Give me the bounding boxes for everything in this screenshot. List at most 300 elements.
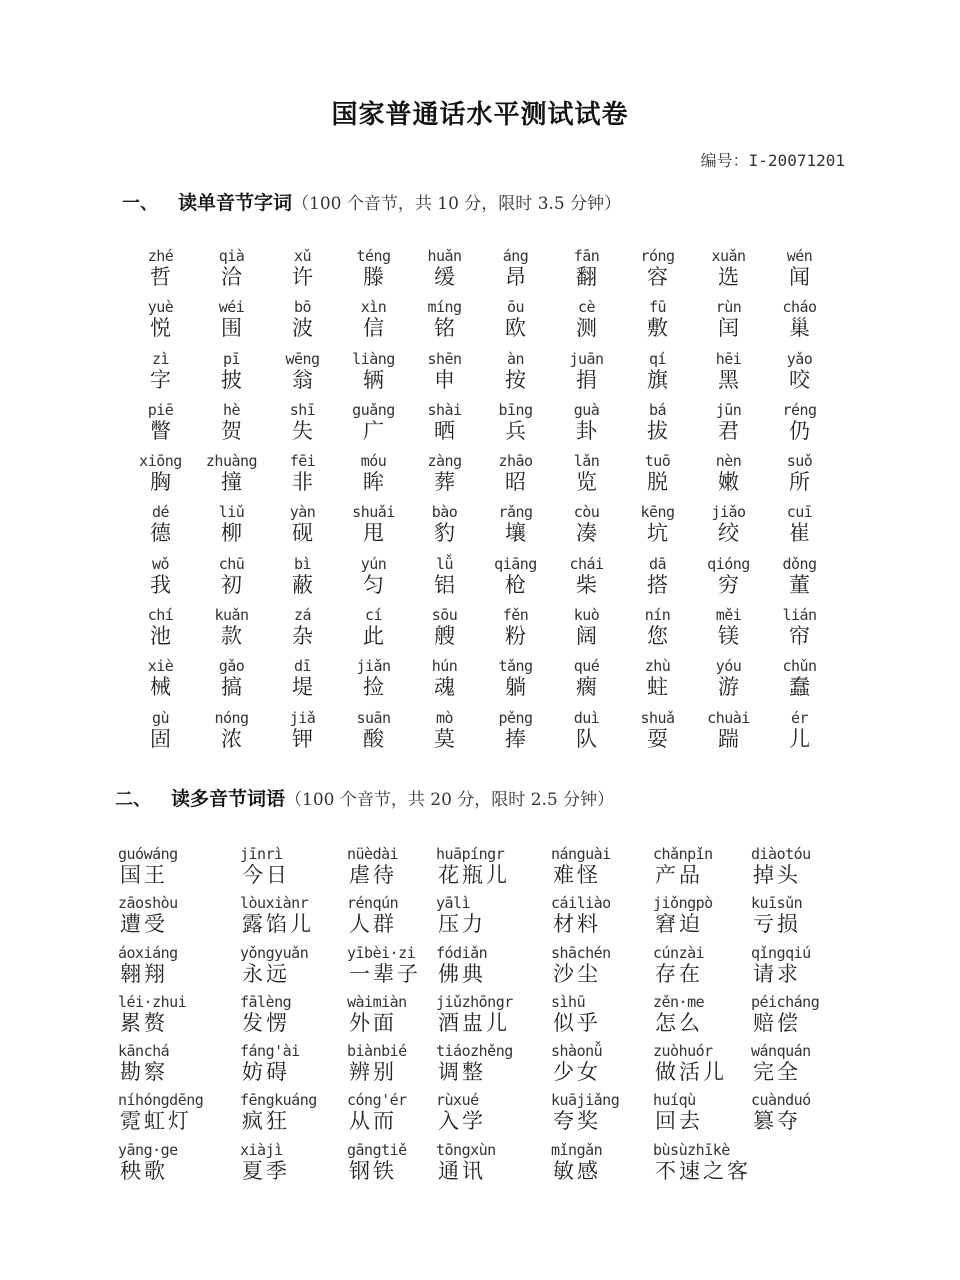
section-2-heading <box>115 784 614 811</box>
hanzi: 黑 <box>718 367 739 392</box>
syllable-item <box>622 299 693 350</box>
hanzi: 躺 <box>505 675 526 700</box>
pinyin: zuòhuór <box>653 1042 713 1061</box>
syllable-item <box>622 453 693 504</box>
pinyin: gāngtiě <box>347 1140 407 1159</box>
syllable-item <box>622 607 693 658</box>
hanzi: 君 <box>718 418 739 443</box>
pinyin: duì <box>573 708 600 727</box>
syllable-item <box>480 658 551 709</box>
syllable-item <box>267 556 338 607</box>
pinyin: yāng·ge <box>118 1140 178 1159</box>
syllable-item <box>196 658 267 709</box>
hanzi: 巢 <box>789 316 810 341</box>
pinyin: jiǔzhōngr <box>436 992 513 1011</box>
pinyin: míng <box>427 298 462 317</box>
hanzi: 花瓶儿 <box>438 863 510 887</box>
word-item <box>653 945 704 987</box>
hanzi: 缓 <box>434 265 455 289</box>
pinyin: bīng <box>498 400 533 419</box>
hanzi: 镁 <box>718 624 739 649</box>
word-item <box>436 994 513 1036</box>
pinyin: nín <box>644 606 671 625</box>
hanzi: 葬 <box>434 470 455 495</box>
pinyin: yǒngyuǎn <box>240 943 309 962</box>
hanzi: 搞 <box>221 675 242 700</box>
syllable-item <box>764 299 835 350</box>
syllable-row <box>125 607 835 658</box>
pinyin: cí <box>364 606 383 625</box>
syllable-item <box>480 607 551 658</box>
word-item <box>240 1043 300 1085</box>
pinyin: dǒng <box>782 554 817 573</box>
syllable-item <box>764 658 835 709</box>
pinyin: còu <box>573 503 600 522</box>
hanzi: 枪 <box>505 572 526 597</box>
hanzi: 夏季 <box>242 1158 290 1183</box>
syllable-item <box>480 402 551 453</box>
word-item <box>347 1092 407 1134</box>
word-item <box>436 945 487 987</box>
pinyin: chǎnpǐn <box>653 845 713 863</box>
pinyin: cuī <box>786 503 813 522</box>
pinyin: nánguài <box>551 845 611 863</box>
pinyin: nèn <box>715 452 742 471</box>
syllable-item <box>338 351 409 402</box>
hanzi: 贺 <box>221 418 242 443</box>
syllable-item <box>551 453 622 504</box>
word-item <box>240 846 290 888</box>
pinyin: yālì <box>436 894 471 913</box>
pinyin: liàng <box>352 349 395 368</box>
syllable-row <box>125 453 835 504</box>
syllable-item <box>622 710 693 761</box>
pinyin: chū <box>218 554 245 573</box>
syllable-item <box>196 453 267 504</box>
syllable-item <box>551 299 622 350</box>
word-row <box>118 1043 858 1092</box>
syllable-item <box>125 607 196 658</box>
pinyin: zhé <box>147 247 174 265</box>
word-item <box>653 994 704 1036</box>
pinyin: diàotóu <box>751 845 811 863</box>
hanzi: 闰 <box>718 316 739 341</box>
pinyin: kuò <box>573 606 600 625</box>
syllable-item <box>125 351 196 402</box>
hanzi: 赔偿 <box>753 1010 801 1035</box>
syllable-item <box>480 453 551 504</box>
hanzi: 魂 <box>434 675 455 700</box>
single-syllable-grid <box>125 248 835 761</box>
hanzi: 初 <box>221 572 242 597</box>
hanzi: 酸 <box>363 726 384 751</box>
hanzi: 蛀 <box>647 675 668 700</box>
hanzi: 累赘 <box>120 1010 168 1035</box>
syllable-item <box>693 658 764 709</box>
syllable-item <box>764 504 835 555</box>
pinyin: móu <box>360 452 387 471</box>
syllable-item <box>409 504 480 555</box>
pinyin: chǔn <box>782 657 817 676</box>
hanzi: 妨碍 <box>242 1060 290 1085</box>
hanzi: 眸 <box>363 470 384 495</box>
pinyin: cúnzài <box>653 943 705 962</box>
pinyin: rùxué <box>436 1091 479 1110</box>
pinyin: sōu <box>431 606 458 625</box>
hanzi: 材料 <box>553 912 601 937</box>
syllable-item <box>196 351 267 402</box>
pinyin: jūn <box>715 400 742 419</box>
pinyin: fódiǎn <box>436 943 488 962</box>
syllable-item <box>267 607 338 658</box>
hanzi: 穷 <box>718 572 739 597</box>
pinyin: wén <box>786 247 813 265</box>
hanzi: 围 <box>221 316 242 341</box>
syllable-item <box>551 607 622 658</box>
syllable-item <box>551 248 622 299</box>
hanzi: 发愣 <box>242 1010 290 1035</box>
pinyin: shuǎ <box>640 708 675 727</box>
hanzi: 坑 <box>647 521 668 546</box>
hanzi: 撞 <box>221 470 242 495</box>
hanzi: 不速之客 <box>655 1158 751 1183</box>
pinyin: huǎn <box>427 247 462 265</box>
pinyin: wéi <box>218 298 245 317</box>
syllable-item <box>764 402 835 453</box>
syllable-item <box>622 351 693 402</box>
word-item <box>436 895 486 937</box>
hanzi: 字 <box>150 367 171 392</box>
word-item <box>118 945 178 987</box>
syllable-item <box>409 556 480 607</box>
syllable-item <box>551 402 622 453</box>
pinyin: níhóngdēng <box>118 1091 204 1110</box>
pinyin: xǔ <box>293 247 312 265</box>
pinyin: bì <box>293 554 312 573</box>
word-item <box>751 994 819 1036</box>
syllable-item <box>196 248 267 299</box>
hanzi: 耍 <box>647 726 668 751</box>
section-1-note: （100 个音节，共 10 分，限时 3.5 分钟） <box>292 194 622 214</box>
pinyin: yuè <box>147 298 174 317</box>
pinyin: wánquán <box>751 1042 811 1061</box>
pinyin: bá <box>648 400 667 419</box>
pinyin: bō <box>293 298 312 317</box>
syllable-item <box>409 710 480 761</box>
hanzi: 捐 <box>576 367 597 392</box>
hanzi: 秧歌 <box>120 1158 168 1183</box>
hanzi: 遭受 <box>120 912 168 937</box>
syllable-item <box>551 351 622 402</box>
section-2-note: （100 个音节，共 20 分，限时 2.5 分钟） <box>285 790 615 810</box>
pinyin: zàng <box>427 452 462 471</box>
hanzi: 一辈子 <box>349 961 421 986</box>
hanzi: 钾 <box>292 726 313 751</box>
syllable-item <box>125 402 196 453</box>
hanzi: 莫 <box>434 726 455 751</box>
syllable-item <box>551 504 622 555</box>
syllable-item <box>480 351 551 402</box>
pinyin: suān <box>356 708 391 727</box>
pinyin: kuīsǔn <box>751 894 803 913</box>
pinyin: fān <box>573 247 600 265</box>
pinyin: nüèdài <box>347 845 399 863</box>
syllable-item <box>409 453 480 504</box>
hanzi: 钢铁 <box>349 1158 397 1183</box>
syllable-row <box>125 299 835 350</box>
syllable-item <box>693 351 764 402</box>
hanzi: 董 <box>789 572 810 597</box>
pinyin: bào <box>431 503 458 522</box>
word-item <box>551 994 601 1036</box>
syllable-item <box>764 710 835 761</box>
pinyin: lián <box>782 606 817 625</box>
hanzi: 少女 <box>553 1060 601 1085</box>
syllable-item <box>338 402 409 453</box>
syllable-row <box>125 556 835 607</box>
pinyin: piē <box>147 400 174 419</box>
word-item <box>653 1142 751 1184</box>
pinyin: kuǎn <box>214 606 249 625</box>
pinyin: fěn <box>502 606 529 625</box>
hanzi: 疯狂 <box>242 1109 290 1134</box>
hanzi: 露馅儿 <box>242 912 314 937</box>
word-item <box>347 846 398 888</box>
pinyin: mò <box>435 708 454 727</box>
syllable-item <box>338 658 409 709</box>
hanzi: 掉头 <box>753 863 801 887</box>
word-item <box>551 1043 602 1085</box>
pinyin: fālèng <box>240 992 292 1011</box>
syllable-item <box>480 248 551 299</box>
hanzi: 辆 <box>363 367 384 392</box>
pinyin: jīnrì <box>240 845 283 863</box>
syllable-item <box>125 556 196 607</box>
pinyin: rùn <box>715 298 742 317</box>
serial-number: 编号：I-20071201 <box>700 151 845 170</box>
syllable-item <box>693 453 764 504</box>
word-item <box>118 895 178 937</box>
pinyin: fū <box>648 298 667 317</box>
pinyin: kānchá <box>118 1042 170 1061</box>
pinyin: áoxiáng <box>118 943 178 962</box>
word-item <box>118 1043 169 1085</box>
hanzi: 入学 <box>438 1109 486 1134</box>
pinyin: hún <box>431 657 458 676</box>
pinyin: gǎo <box>218 657 245 676</box>
pinyin: zěn·me <box>653 992 705 1011</box>
pinyin: qí <box>648 349 667 368</box>
section-1-number: 一、 <box>122 193 158 214</box>
word-row <box>118 945 858 994</box>
word-item <box>347 895 398 937</box>
word-item <box>240 945 308 987</box>
pinyin: shēn <box>427 349 462 368</box>
syllable-row <box>125 351 835 402</box>
hanzi: 晒 <box>434 418 455 443</box>
pinyin: tuō <box>644 452 671 471</box>
syllable-item <box>480 556 551 607</box>
pinyin: tiáozhěng <box>436 1042 513 1061</box>
pinyin: liǔ <box>218 503 245 522</box>
pinyin: xìn <box>360 298 387 317</box>
hanzi: 壤 <box>505 521 526 546</box>
syllable-item <box>196 504 267 555</box>
pinyin: yǎo <box>786 349 813 368</box>
pinyin: zhù <box>644 657 671 676</box>
pinyin: cháo <box>782 298 817 317</box>
pinyin: fáng'ài <box>240 1042 300 1061</box>
syllable-item <box>693 299 764 350</box>
word-item <box>347 994 407 1036</box>
pinyin: wǒ <box>151 554 170 573</box>
hanzi: 艘 <box>434 624 455 649</box>
pinyin: měi <box>715 606 742 625</box>
word-item <box>653 1092 703 1134</box>
hanzi: 蔽 <box>292 572 313 597</box>
syllable-item <box>764 607 835 658</box>
word-row <box>118 895 858 944</box>
hanzi: 压力 <box>438 912 486 937</box>
hanzi: 沙尘 <box>553 961 601 986</box>
syllable-item <box>693 607 764 658</box>
syllable-item <box>267 453 338 504</box>
hanzi: 踹 <box>718 726 739 751</box>
hanzi: 咬 <box>789 367 810 392</box>
syllable-item <box>409 299 480 350</box>
hanzi: 捧 <box>505 726 526 751</box>
syllable-item <box>693 402 764 453</box>
hanzi: 您 <box>647 624 668 649</box>
pinyin: mǐngǎn <box>551 1140 603 1159</box>
hanzi: 堤 <box>292 675 313 700</box>
pinyin: tōngxùn <box>436 1140 496 1159</box>
syllable-item <box>409 607 480 658</box>
pinyin: wàimiàn <box>347 992 407 1011</box>
pinyin: téng <box>356 247 391 265</box>
syllable-item <box>125 299 196 350</box>
hanzi: 选 <box>718 265 739 289</box>
word-item <box>347 1043 407 1085</box>
hanzi: 搭 <box>647 572 668 597</box>
syllable-item <box>622 402 693 453</box>
hanzi: 许 <box>292 265 313 289</box>
word-item <box>118 1092 203 1134</box>
pinyin: zhāo <box>498 452 533 471</box>
syllable-item <box>267 299 338 350</box>
word-item <box>347 1142 407 1184</box>
pinyin: péicháng <box>751 992 820 1011</box>
page-title: 国家普通话水平测试试卷 <box>331 100 629 130</box>
pinyin: shī <box>289 400 316 419</box>
syllable-item <box>480 299 551 350</box>
syllable-item <box>267 402 338 453</box>
hanzi: 柳 <box>221 521 242 546</box>
section-2-number: 二、 <box>115 789 151 810</box>
pinyin: lǎn <box>573 452 600 471</box>
word-item <box>118 846 178 888</box>
syllable-item <box>338 453 409 504</box>
pinyin: qióng <box>707 554 750 573</box>
pinyin: huāpíngr <box>436 845 505 863</box>
word-item <box>240 1142 290 1184</box>
hanzi: 按 <box>505 367 526 392</box>
hanzi: 虐待 <box>349 863 397 887</box>
section-2-name: 读多音节词语 <box>171 788 286 810</box>
pinyin: kuājiǎng <box>551 1091 620 1110</box>
hanzi: 夸奖 <box>553 1109 601 1134</box>
hanzi: 款 <box>221 624 242 649</box>
section-1-heading <box>122 188 621 215</box>
syllable-row <box>125 402 835 453</box>
word-row <box>118 846 858 895</box>
word-item <box>118 994 186 1036</box>
pinyin: pī <box>222 349 241 368</box>
pinyin: zhuàng <box>205 452 258 471</box>
syllable-item <box>196 710 267 761</box>
pinyin: rǎng <box>498 503 533 522</box>
syllable-item <box>267 504 338 555</box>
hanzi: 辨别 <box>349 1060 397 1085</box>
hanzi: 失 <box>292 418 313 443</box>
word-item <box>751 895 802 937</box>
syllable-row <box>125 710 835 761</box>
word-item <box>240 1092 317 1134</box>
hanzi: 请求 <box>753 961 801 986</box>
hanzi: 申 <box>434 367 455 392</box>
syllable-item <box>338 607 409 658</box>
pinyin: xiàjì <box>240 1140 283 1159</box>
syllable-row <box>125 658 835 709</box>
pinyin: lòuxiànr <box>240 894 309 913</box>
pinyin: ōu <box>506 298 525 317</box>
hanzi: 池 <box>150 624 171 649</box>
pinyin: shài <box>427 400 462 419</box>
pinyin: dé <box>151 503 170 522</box>
pinyin: áng <box>502 247 529 265</box>
pinyin: hēi <box>715 349 742 368</box>
hanzi: 粉 <box>505 624 526 649</box>
pinyin: chuài <box>707 708 750 727</box>
hanzi: 脱 <box>647 470 668 495</box>
syllable-item <box>693 556 764 607</box>
pinyin: chái <box>569 554 604 573</box>
section-1-name: 读单音节字词 <box>178 192 293 214</box>
pinyin: juān <box>569 349 604 368</box>
hanzi: 浓 <box>221 726 242 751</box>
syllable-item <box>764 248 835 299</box>
hanzi: 亏损 <box>753 912 801 937</box>
hanzi: 人群 <box>349 912 397 937</box>
hanzi: 卦 <box>576 418 597 443</box>
pinyin: guà <box>573 400 600 419</box>
hanzi: 此 <box>363 624 384 649</box>
pinyin: róng <box>640 247 675 265</box>
pinyin: pěng <box>498 708 533 727</box>
syllable-item <box>551 556 622 607</box>
pinyin: yībèi·zi <box>347 943 416 962</box>
syllable-item <box>125 504 196 555</box>
syllable-item <box>267 248 338 299</box>
pinyin: xiōng <box>139 452 182 471</box>
hanzi: 做活儿 <box>655 1060 727 1085</box>
syllable-item <box>267 658 338 709</box>
word-item <box>347 945 421 987</box>
hanzi: 佛典 <box>438 961 486 986</box>
pinyin: shuǎi <box>352 503 395 522</box>
pinyin: xuǎn <box>711 247 746 265</box>
hanzi: 篡夺 <box>753 1109 801 1134</box>
